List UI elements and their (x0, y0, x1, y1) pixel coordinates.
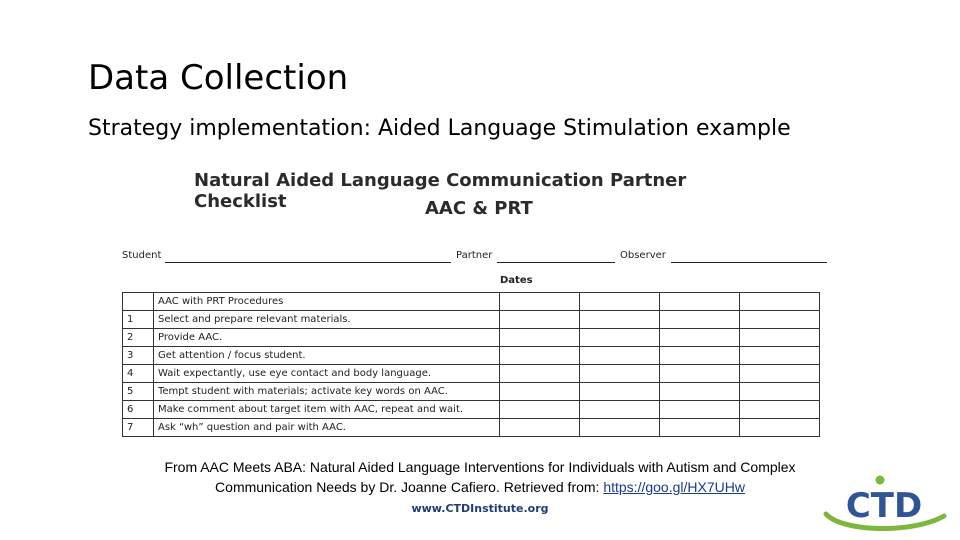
step-text: Ask “wh” question and pair with AAC. (154, 419, 500, 437)
table-header-row (123, 293, 820, 311)
step-number: 2 (123, 329, 154, 347)
website-text: www.CTDInstitute.org (411, 502, 549, 515)
date-cell (660, 419, 740, 437)
table-row (123, 311, 820, 329)
step-text: Provide AAC. (154, 329, 500, 347)
dates-label: Dates (500, 275, 533, 286)
date-cell (740, 419, 820, 437)
step-number: 3 (123, 347, 154, 365)
checklist-subtitle: AAC & PRT (425, 198, 533, 219)
date-cell (740, 383, 820, 401)
step-text: Select and prepare relevant materials. (154, 311, 500, 329)
table-row (123, 365, 820, 383)
citation-link[interactable]: https://goo.gl/HX7UHw (603, 479, 745, 495)
step-number: 1 (123, 311, 154, 329)
date-cell (580, 311, 660, 329)
date-cell (500, 383, 580, 401)
table-header-cell: AAC with PRT Procedures (154, 293, 500, 311)
table-cell (123, 293, 154, 311)
date-cell (580, 365, 660, 383)
checklist-table (122, 292, 820, 437)
logo-text: CTD (845, 486, 923, 526)
partner-label: Partner (456, 250, 493, 261)
date-cell (580, 329, 660, 347)
citation-text: Communication Needs by Dr. Joanne Cafiero. Retrieved from: (215, 479, 604, 495)
date-cell (500, 329, 580, 347)
table-row (123, 347, 820, 365)
date-cell (740, 347, 820, 365)
date-cell (580, 293, 660, 311)
date-cell (740, 401, 820, 419)
observer-label: Observer (620, 250, 666, 261)
date-cell (660, 401, 740, 419)
step-number: 6 (123, 401, 154, 419)
date-cell (500, 293, 580, 311)
date-cell (580, 347, 660, 365)
date-cell (500, 365, 580, 383)
slide-subtitle: Strategy implementation: Aided Language Stimulation example (88, 116, 791, 141)
table-row (123, 383, 820, 401)
date-cell (660, 365, 740, 383)
date-cell (660, 383, 740, 401)
step-text: Make comment about target item with AAC, repeat and wait. (154, 401, 500, 419)
logo-dot (876, 476, 885, 485)
date-cell (580, 419, 660, 437)
date-cell (500, 311, 580, 329)
date-cell (740, 329, 820, 347)
citation-line-2 (100, 477, 860, 497)
step-number: 5 (123, 383, 154, 401)
citation-line-1: From AAC Meets ABA: Natural Aided Language Interventions for Individuals with Autism and Complex (164, 459, 796, 475)
date-cell (740, 365, 820, 383)
citation (100, 457, 860, 497)
partner-line (497, 262, 615, 263)
date-cell (660, 329, 740, 347)
date-cell (500, 401, 580, 419)
table-row (123, 401, 820, 419)
table-row (123, 419, 820, 437)
date-cell (740, 311, 820, 329)
table-row (123, 329, 820, 347)
date-cell (500, 347, 580, 365)
step-number: 7 (123, 419, 154, 437)
slide-title: Data Collection (88, 58, 349, 98)
step-text: Get attention / focus student. (154, 347, 500, 365)
ctd-logo (822, 472, 948, 532)
date-cell (500, 419, 580, 437)
student-label: Student (122, 250, 162, 261)
observer-line (671, 262, 827, 263)
step-text: Wait expectantly, use eye contact and body language. (154, 365, 500, 383)
step-number: 4 (123, 365, 154, 383)
step-text: Tempt student with materials; activate key words on AAC. (154, 383, 500, 401)
date-cell (580, 383, 660, 401)
date-cell (660, 293, 740, 311)
checklist-title: Natural Aided Language Communication Partner Checklist (194, 170, 687, 212)
date-cell (580, 401, 660, 419)
date-cell (740, 293, 820, 311)
student-line (165, 262, 451, 263)
date-cell (660, 311, 740, 329)
date-cell (660, 347, 740, 365)
